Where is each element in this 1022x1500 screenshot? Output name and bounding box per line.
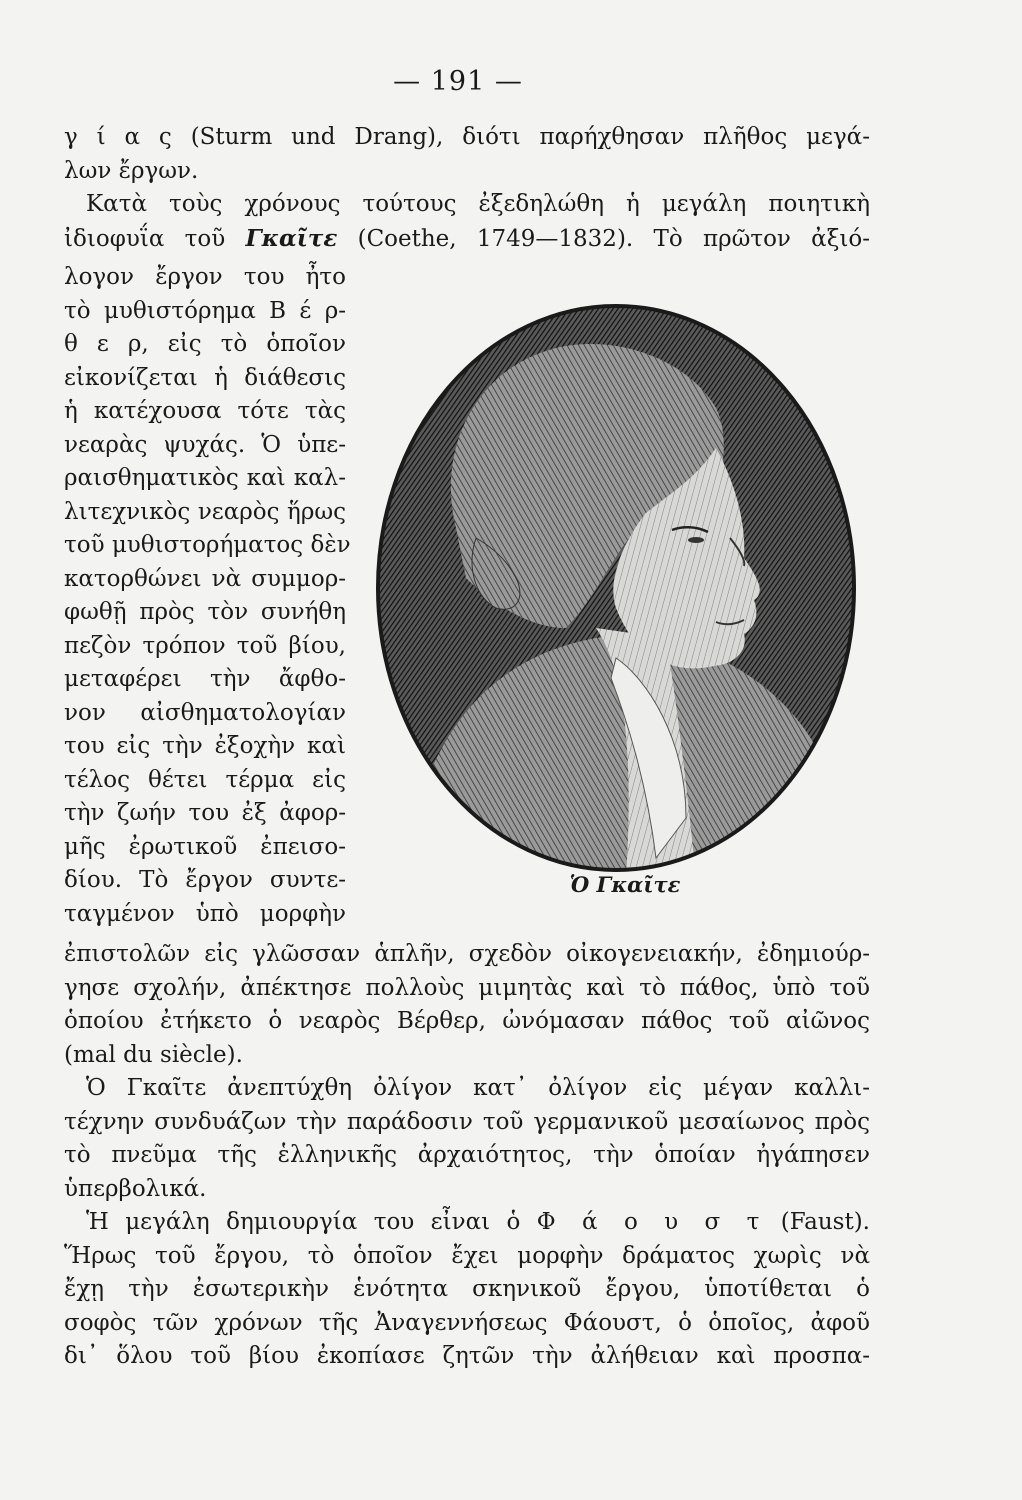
page-number: — 191 — [393, 66, 523, 97]
text-segment: ἰδιοφυΐα τοῦ [64, 225, 246, 252]
text-line: ὁποίου ἐτήκετο ὁ νεαρὸς Βέρθερ, ὠνόμασαν πάθος τοῦ αἰῶνος [64, 1008, 870, 1034]
spaced-word: γ ί α ς [64, 124, 172, 150]
text-line [64, 222, 870, 257]
text-line: νον αἰσθηματολογίαν [64, 699, 346, 726]
text-line: κατορθώνει νὰ συμμορ- [64, 565, 346, 592]
text-line: τὸ μυθιστόρημα Β έ ρ- [64, 297, 346, 324]
text-line: (mal du siècle). [64, 1041, 243, 1068]
text-line: νεαρὰς ψυχάς. Ὁ ὑπε- [64, 431, 346, 458]
text-line: τὸ πνεῦμα τῆς ἑλληνικῆς ἀρχαιότητος, τὴν ὁποίαν ἠγάπησεν [64, 1142, 870, 1168]
text-line: δίου. Τὸ ἔργον συντε- [64, 867, 346, 893]
name-highlight: Γκαῖτε [245, 224, 338, 252]
bottom-paragraphs [64, 938, 870, 1374]
text-line: λων ἔργων. [64, 157, 199, 184]
left-column [64, 261, 351, 931]
text-line: λιτεχνικὸς νεαρὸς ἥρως [64, 498, 346, 525]
text-line: ραισθηματικὸς καὶ καλ- [64, 465, 346, 491]
top-paragraph [64, 121, 870, 256]
text-line: Κατὰ τοὺς χρόνους τούτους ἐξεδηλώθη ἡ μεγάλη ποιητικὴ [86, 191, 870, 217]
text-line [64, 121, 870, 155]
text-line: ἔχῃ τὴν ἐσωτερικὴν ἑνότητα σκηνικοῦ ἔργου, ὑποτίθεται ὁ [64, 1276, 870, 1302]
text-segment: (Sturm und Drang), διότι παρήχθησαν πλῆθος μεγά- [171, 124, 870, 150]
text-segment: (Faust). [764, 1209, 870, 1235]
text-line [64, 1206, 870, 1240]
text-line: Ὁ Γκαῖτε ἀνεπτύχθη ὀλίγον κατ᾽ ὀλίγον εἰς μέγαν καλλι- [86, 1075, 870, 1101]
text-line: ἡ κατέχουσα τότε τὰς [64, 398, 346, 424]
text-line: του εἰς τὴν ἐξοχὴν καὶ [64, 733, 346, 759]
text-line: ταγμένον ὑπὸ μορφὴν [64, 900, 346, 927]
text-line: λογον ἔργον του ἦτο [64, 264, 346, 290]
text-line: μῆς ἐρωτικοῦ ἐπεισο- [64, 833, 346, 860]
text-line: τέλος θέτει τέρμα εἰς [64, 766, 346, 793]
text-line: μεταφέρει τὴν ἄφθο- [64, 666, 346, 692]
text-line: δι᾽ ὅλου τοῦ βίου ἐκοπίασε ζητῶν τὴν ἀλήθειαν καὶ προσπα- [64, 1343, 870, 1369]
text-line: τέχνην συνδυάζων τὴν παράδοσιν τοῦ γερμανικοῦ μεσαίωνος πρὸς [64, 1108, 870, 1135]
portrait-caption: Ὁ Γκαῖτε [569, 872, 681, 897]
text-line: ὑπερβολικά. [64, 1175, 207, 1202]
text-line: εἰκονίζεται ἡ διάθεσις [64, 364, 346, 391]
text-line: πεζὸν τρόπον τοῦ βίου, [64, 632, 346, 659]
goethe-portrait-engraving [366, 298, 866, 878]
text-line: γησε σχολήν, ἀπέκτησε πολλοὺς μιμητὰς καὶ τὸ πάθος, ὑπὸ τοῦ [64, 974, 870, 1001]
text-segment: (Coethe, 1749—1832). Τὸ πρῶτον ἀξιό- [337, 225, 870, 252]
text-line: φωθῇ πρὸς τὸν συνήθη [64, 599, 346, 625]
spaced-word: Φ ά ο υ σ τ [536, 1209, 765, 1235]
text-line: τοῦ μυθιστορήματος δὲν [64, 532, 351, 558]
text-segment: Ἡ μεγάλη δημιουργία του εἶναι ὁ [86, 1209, 537, 1235]
text-line: θ ε ρ, εἰς τὸ ὁποῖον [64, 331, 346, 357]
text-line: ἐπιστολῶν εἰς γλῶσσαν ἁπλῆν, σχεδὸν οἰκογενειακήν, ἐδημιούρ- [64, 941, 870, 967]
text-line: τὴν ζωήν του ἐξ ἀφορ- [64, 800, 346, 826]
text-line: Ἥρως τοῦ ἔργου, τὸ ὁποῖον ἔχει μορφὴν δράματος χωρὶς νὰ [64, 1242, 870, 1269]
text-line: σοφὸς τῶν χρόνων τῆς Ἀναγεννήσεως Φάουστ, ὁ ὁποῖος, ἀφοῦ [64, 1309, 870, 1336]
